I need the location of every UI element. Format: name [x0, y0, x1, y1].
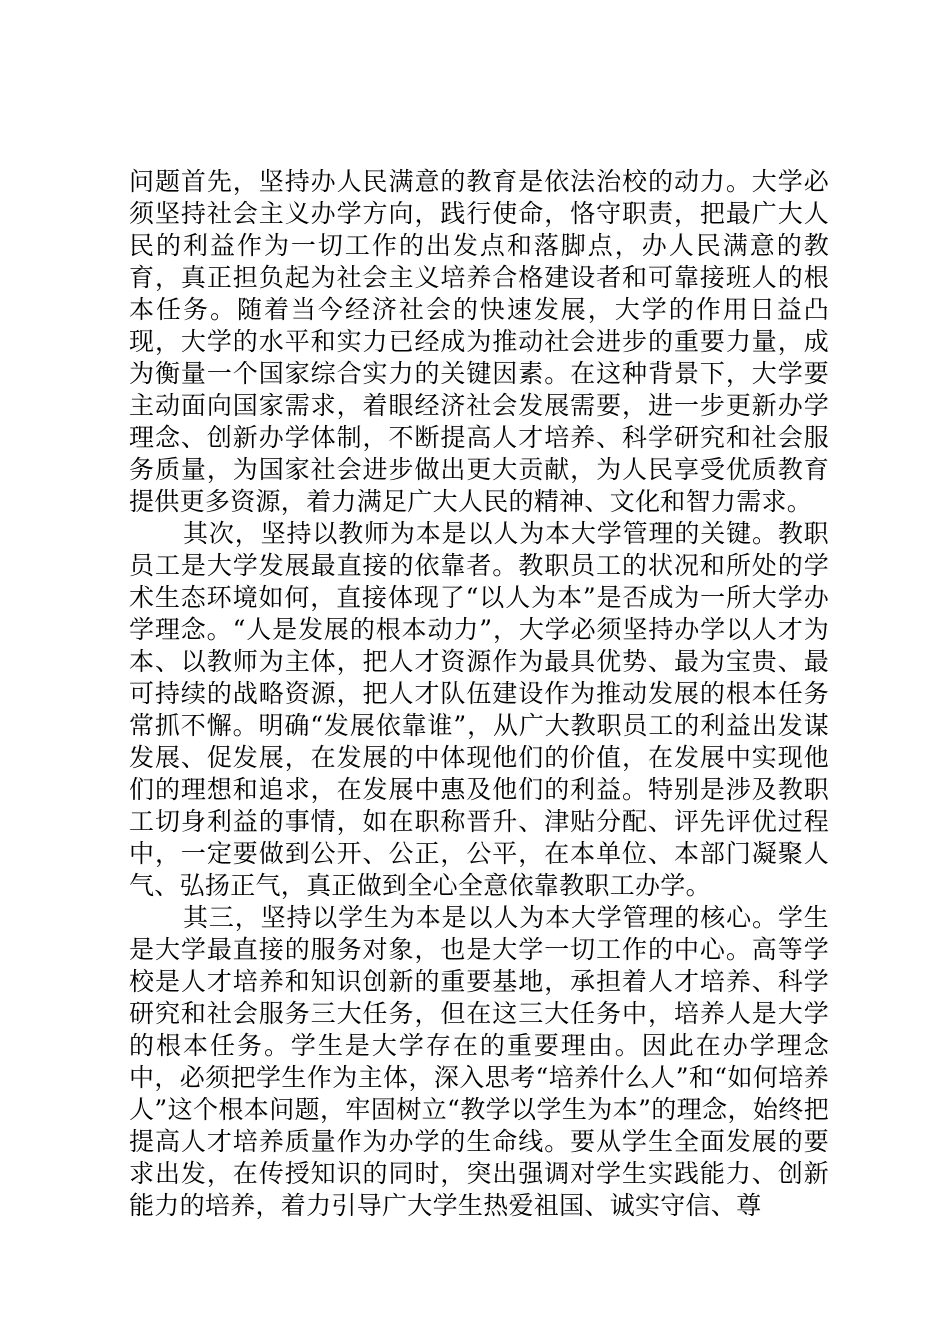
paragraph-3: 其三，坚持以学生为本是以人为本大学管理的核心。学生是大学最直接的服务对象，也是大学一切工作的中心。高等学校是人才培养和知识创新的重要基地，承担着人才培养、科学研究和社会服务三大任务，但在这三大任务中，培养人是大学的根本任务。学生是大学存在的重要理由。因此在办学理念中，必须把学生作为主体，深入思考“培养什么人”和“如何培养人”这个根本问题，牢固树立“教学以学生为本”的理念，始终把提高人才培养质量作为办学的生命线。要从学生全面发展的要求出发，在传授知识的同时，突出强调对学生实践能力、创新能力的培养，着力引导广大学生热爱祖国、诚实守信、尊: [129, 903, 829, 1220]
document-body: [129, 166, 829, 1222]
paragraph-1: 问题首先，坚持办人民满意的教育是依法治校的动力。大学必须坚持社会主义办学方向，践行使命，恪守职责，把最广大人民的利益作为一切工作的出发点和落脚点，办人民满意的教育，真正担负起为社会主义培养合格建设者和可靠接班人的根本任务。随着当今经济社会的快速发展，大学的作用日益凸现，大学的水平和实力已经成为推动社会进步的重要力量，成为衡量一个国家综合实力的关键因素。在这种背景下，大学要主动面向国家需求，着眼经济社会发展需要，进一步更新办学理念、创新办学体制，不断提高人才培养、科学研究和社会服务质量，为国家社会进步做出更大贡献，为人民享受优质教育提供更多资源，着力满足广大人民的精神、文化和智力需求。: [129, 167, 829, 516]
paragraph-2: 其次，坚持以教师为本是以人为本大学管理的关键。教职员工是大学发展最直接的依靠者。教职员工的状况和所处的学术生态环境如何，直接体现了“以人为本”是否成为一所大学办学理念。“人是发展的根本动力”，大学必须坚持办学以人才为本、以教师为主体，把人才资源作为最具优势、最为宝贵、最可持续的战略资源，把人才队伍建设作为推动发展的根本任务常抓不懈。明确“发展依靠谁”，从广大教职员工的利益出发谋发展、促发展，在发展的中体现他们的价值，在发展中实现他们的理想和追求，在发展中惠及他们的利益。特别是涉及教职工切身利益的事情，如在职称晋升、津贴分配、评先评优过程中，一定要做到公开、公正，公平，在本单位、本部门凝聚人气、弘扬正气，真正做到全心全意依靠教职工办学。: [129, 519, 829, 900]
